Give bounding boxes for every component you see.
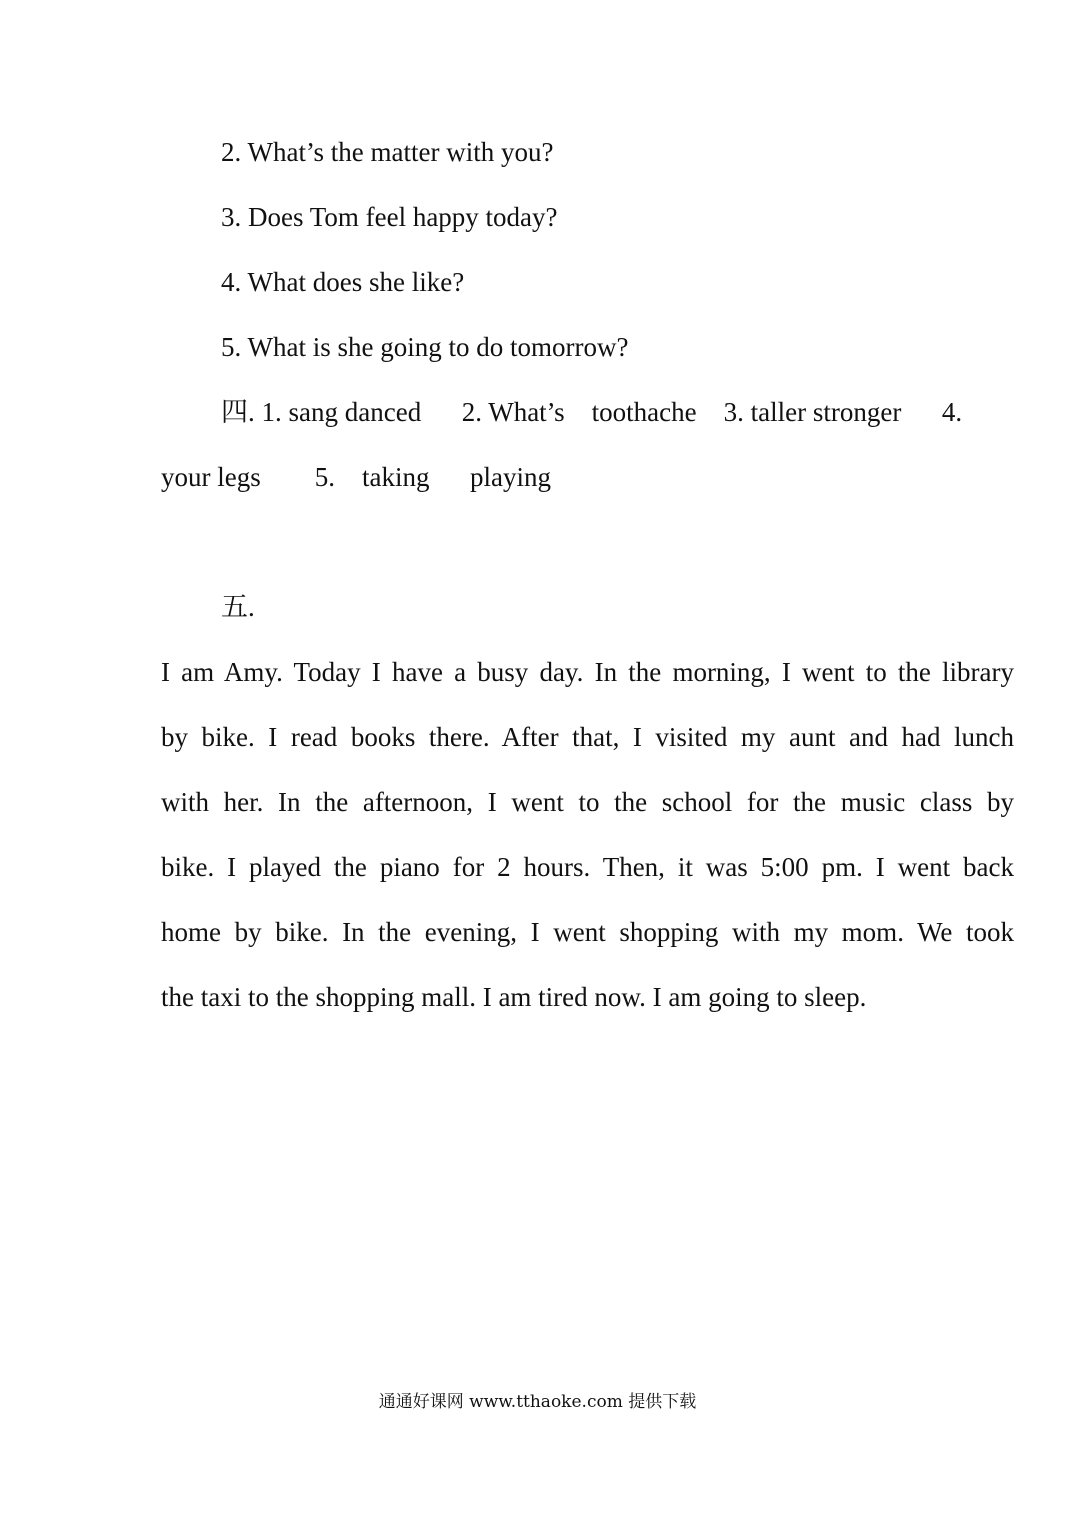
section-5-heading: 五. (221, 592, 255, 622)
page-footer: 通通好课网 www.tthaoke.com 提供下载 (378, 1392, 697, 1412)
paragraph-line: the taxi to the shopping mall. I am tired now. I am going to sleep. (161, 982, 867, 1012)
section-4-answers-line-1: 四. 1. sang danced 2. What’s toothache 3. taller stronger 4. (221, 397, 963, 427)
section-4-answers-line-2: your legs 5. taking playing (161, 462, 551, 492)
paragraph-line: by bike. I read books there. After that, I visited my aunt and had lunch (161, 722, 1014, 752)
question-3: 3. Does Tom feel happy today? (221, 202, 558, 232)
question-2: 2. What’s the matter with you? (221, 137, 554, 167)
paragraph-line: with her. In the afternoon, I went to the school for the music class by (161, 787, 1014, 817)
paragraph-line: bike. I played the piano for 2 hours. Then, it was 5:00 pm. I went back (161, 852, 1014, 882)
paragraph-line: home by bike. In the evening, I went shopping with my mom. We took (161, 917, 1014, 947)
question-5: 5. What is she going to do tomorrow? (221, 332, 629, 362)
paragraph-line: I am Amy. Today I have a busy day. In the morning, I went to the library (161, 657, 1014, 687)
question-4: 4. What does she like? (221, 267, 465, 297)
